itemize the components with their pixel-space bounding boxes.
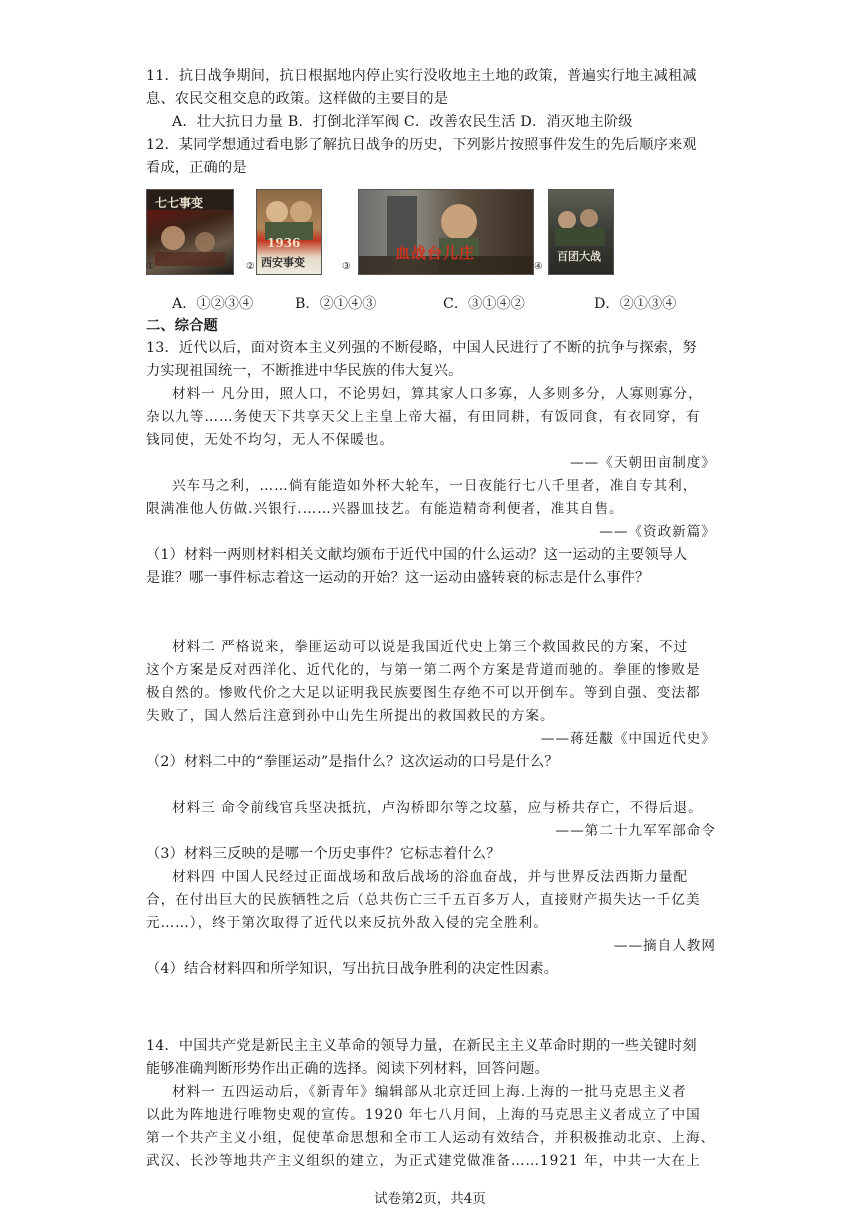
q13-material1-line3: 钱同使，无处不均匀，无人不保暖也。 — [146, 432, 395, 448]
poster-2-art — [257, 190, 321, 240]
q14-material1-line2: 以此为阵地进行唯物史观的宣传。1920 年七八月间，上海的马克思主义者成立了中国 — [146, 1107, 701, 1123]
poster-3-title: 血战台儿庄 — [395, 244, 476, 262]
section-heading: 二、综合题 — [146, 318, 218, 334]
q13-material4-source: ——摘自人教网 — [613, 938, 716, 954]
poster-1-title: 七七事变 — [155, 196, 204, 210]
q14-intro-line2: 能够准确判断形势作出正确的选择。阅读下列材料，回答问题。 — [146, 1061, 549, 1077]
poster-2-title: 西安事变 — [261, 256, 305, 269]
q12-stem-line2: 看成，正确的是 — [146, 160, 247, 176]
q14-material1-line4: 武汉、长沙等地共产主义组织的建立，为正式建党做准备……1921 年，中共一大在上 — [146, 1153, 701, 1169]
q14-material1-line1: 材料一 五四运动后，《新青年》编辑部从北京迁回上海.上海的一批马克思主义者 — [172, 1084, 687, 1100]
q13-material2-line1: 材料二 严格说来，拳匪运动可以说是我国近代史上第三个救国救民的方案，不过 — [172, 639, 689, 655]
q13-material1b-line1: 兴车马之利，……倘有能造如外杯大轮车，一日夜能行七八千里者，准自专其利， — [172, 478, 698, 494]
poster-image-2 — [256, 189, 322, 275]
q11-options: A．壮大抗日力量 B．打倒北洋军阀 C．改善农民生活 D．消灭地主阶级 — [172, 114, 633, 130]
poster-image-1 — [146, 189, 234, 275]
poster-2-number: ② — [246, 261, 255, 272]
q11-stem-line1: 11．抗日战争期间，抗日根据地内停止实行没收地主土地的政策，普遍实行地主减租减 — [146, 68, 697, 84]
q13-material3-line1: 材料三 命令前线官兵坚决抵抗，卢沟桥即尔等之坟墓，应与桥共存亡，不得后退。 — [172, 800, 703, 816]
q13-material3-source: ——第二十九军军部命令 — [555, 823, 716, 839]
q13-material1b-source: ——《资政新篇》 — [599, 524, 716, 540]
q13-material1-line1: 材料一 凡分田，照人口，不论男妇，算其家人口多寡，人多则多分，人寡则寡分， — [172, 386, 703, 402]
q13-material2-line2: 这个方案是反对西洋化、近代化的，与第一第二两个方案是背道而驰的。拳匪的惨败是 — [146, 662, 701, 678]
q12-option-d: D．②①③④ — [594, 296, 677, 312]
poster-4-title: 百团大战 — [557, 250, 601, 263]
q12-option-b: B．②①④③ — [295, 296, 377, 312]
poster-image-4 — [548, 189, 614, 275]
poster-3-number: ③ — [342, 261, 351, 272]
q12-option-c: C．③①④② — [443, 296, 525, 312]
q12-option-a: A．①②③④ — [172, 296, 254, 312]
q13-intro-line2: 力实现祖国统一，不断推进中华民族的伟大复兴。 — [146, 363, 463, 379]
q14-intro-line1: 14．中国共产党是新民主主义革命的领导力量，在新民主主义革命时期的一些关键时刻 — [146, 1038, 697, 1054]
q13-material2-line4: 失败了，国人然后注意到孙中山先生所提出的救国救民的方案。 — [146, 708, 555, 724]
q13-intro-line1: 13．近代以后，面对资本主义列强的不断侵略，中国人民进行了不断的抗争与探索，努 — [146, 340, 697, 356]
q13-question1-line2: 是谁？哪一事件标志着这一运动的开始？这一运动由盛转衰的标志是什么事件？ — [146, 570, 650, 586]
q13-material1-source: ——《天朝田亩制度》 — [570, 455, 716, 471]
poster-2-year: 1936 — [267, 236, 301, 250]
q13-material2-line3: 极自然的。惨败代价之大足以证明我民族要图生存绝不可以开倒车。等到自强、变法都 — [146, 685, 701, 701]
q11-stem-line2: 息、农民交租交息的政策。这样做的主要目的是 — [146, 91, 449, 107]
q12-stem-line1: 12．某同学想通过看电影了解抗日战争的历史，下列影片按照事件发生的先后顺序来观 — [146, 137, 697, 153]
q13-question1-line1: （1）材料一两则材料相关文献均颁布于近代中国的什么运动？这一运动的主要领导人 — [146, 547, 688, 563]
q13-question2: （2）材料二中的“拳匪运动”是指什么？这次运动的口号是什么？ — [146, 754, 559, 770]
q13-material4-line2: 合，在付出巨大的民族牺牲之后（总共伤亡三千五百多万人，直接财产损失达一千亿美 — [146, 892, 701, 908]
q13-material1b-line2: 限满准他人仿做.兴银行.……兴器皿技艺。有能造精奇利便者，准其自售。 — [146, 501, 624, 517]
poster-4-number: ④ — [534, 261, 543, 272]
q13-question4: （4）结合材料四和所学知识，写出抗日战争胜利的决定性因素。 — [146, 961, 559, 977]
page-footer: 试卷第2页，共4页 — [374, 1191, 486, 1207]
q13-material2-source: ——蒋廷黻《中国近代史》 — [540, 731, 716, 747]
poster-image-3 — [358, 189, 534, 275]
q14-material1-line3: 第一个共产主义小组，促使革命思想和全市工人运动有效结合，并积极推动北京、上海、 — [146, 1130, 716, 1146]
q13-material4-line3: 元……），终于第次取得了近代以来反抗外敌入侵的完全胜利。 — [146, 915, 548, 931]
q13-material1-line2: 杂以九等……务使天下共享天父上主皇上帝大福，有田同耕，有饭同食，有衣同穿，有 — [146, 409, 701, 425]
poster-1-number: ① — [146, 261, 155, 272]
q13-question3: （3）材料三反映的是哪一个历史事件？它标志着什么？ — [146, 846, 501, 862]
q13-material4-line1: 材料四 中国人民经过正面战场和敌后战场的浴血奋战，并与世界反法西斯力量配 — [172, 869, 689, 885]
